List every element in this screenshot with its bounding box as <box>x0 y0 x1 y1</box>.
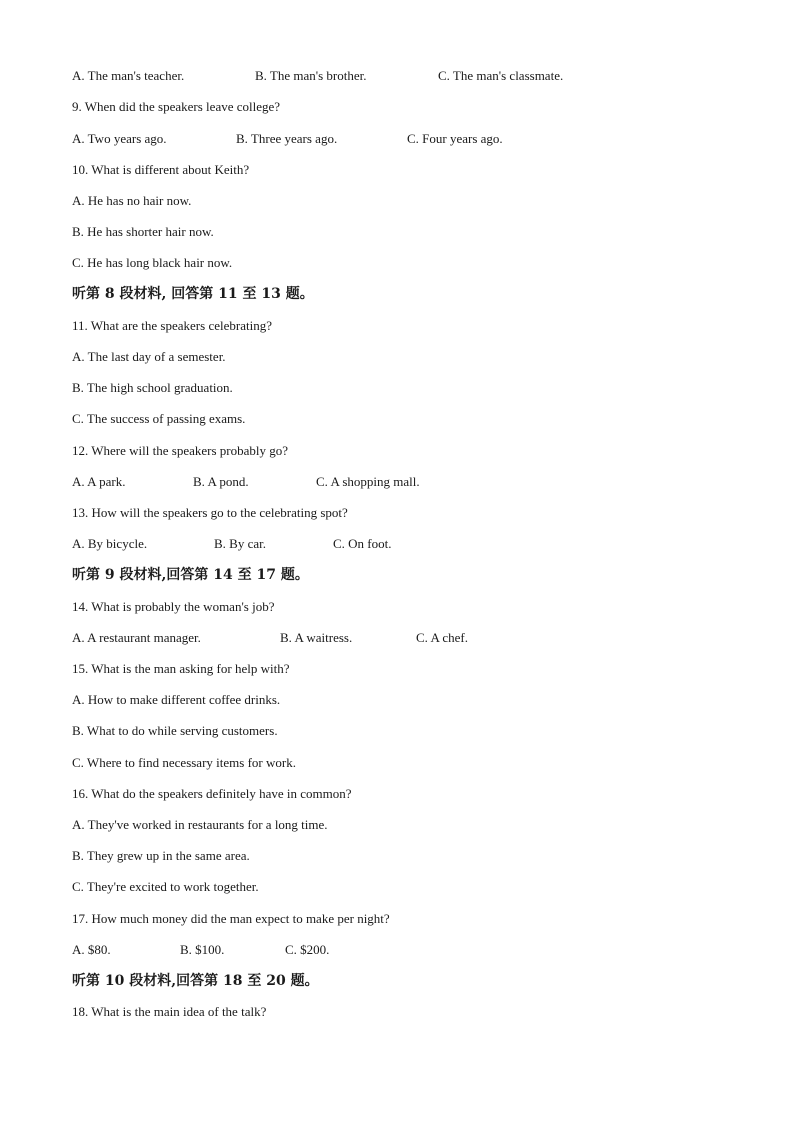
q15-option-c: C. Where to find necessary items for work. <box>72 755 296 770</box>
q13-option-b: B. By car. <box>214 536 266 551</box>
q16-option-a: A. They've worked in restaurants for a long time. <box>72 817 328 832</box>
section-9-heading: 听第 9 段材料,回答第 14 至 17 题。 <box>72 567 309 583</box>
q8-option-b: B. The man's brother. <box>255 68 367 83</box>
q12-option-c: C. A shopping mall. <box>316 474 420 489</box>
q9-option-c: C. Four years ago. <box>407 131 503 146</box>
q11-option-a: A. The last day of a semester. <box>72 349 226 364</box>
q13-option-a: A. By bicycle. <box>72 536 148 551</box>
q12-question: 12. Where will the speakers probably go? <box>72 443 288 458</box>
q11-question: 11. What are the speakers celebrating? <box>72 318 272 333</box>
q11-option-b: B. The high school graduation. <box>72 380 233 395</box>
q12-option-b: B. A pond. <box>193 474 249 489</box>
q16-question: 16. What do the speakers definitely have in common? <box>72 786 352 801</box>
section-10-heading: 听第 10 段材料,回答第 18 至 20 题。 <box>72 973 319 989</box>
q11-option-c: C. The success of passing exams. <box>72 411 246 426</box>
q8-option-a: A. The man's teacher. <box>72 68 185 83</box>
q12-option-a: A. A park. <box>72 474 126 489</box>
q13-option-c: C. On foot. <box>333 536 392 551</box>
q14-question: 14. What is probably the woman's job? <box>72 599 275 614</box>
q10-option-a: A. He has no hair now. <box>72 193 192 208</box>
q9-question: 9. When did the speakers leave college? <box>72 99 281 114</box>
section-8-heading: 听第 8 段材料, 回答第 11 至 13 题。 <box>72 286 314 302</box>
q13-question: 13. How will the speakers go to the celebrating spot? <box>72 505 348 520</box>
q10-question: 10. What is different about Keith? <box>72 162 250 177</box>
q17-option-b: B. $100. <box>180 942 225 957</box>
q17-option-a: A. $80. <box>72 942 111 957</box>
q9-option-b: B. Three years ago. <box>236 131 338 146</box>
q18-question: 18. What is the main idea of the talk? <box>72 1004 267 1019</box>
q8-option-c: C. The man's classmate. <box>438 68 564 83</box>
q15-option-b: B. What to do while serving customers. <box>72 723 278 738</box>
q9-option-a: A. Two years ago. <box>72 131 167 146</box>
q10-option-b: B. He has shorter hair now. <box>72 224 214 239</box>
q14-option-c: C. A chef. <box>416 630 468 645</box>
q16-option-c: C. They're excited to work together. <box>72 879 259 894</box>
q17-option-c: C. $200. <box>285 942 330 957</box>
q10-option-c: C. He has long black hair now. <box>72 255 233 270</box>
q14-option-b: B. A waitress. <box>280 630 353 645</box>
q16-option-b: B. They grew up in the same area. <box>72 848 250 863</box>
q15-question: 15. What is the man asking for help with? <box>72 661 290 676</box>
q15-option-a: A. How to make different coffee drinks. <box>72 692 281 707</box>
q14-option-a: A. A restaurant manager. <box>72 630 201 645</box>
q17-question: 17. How much money did the man expect to make per night? <box>72 911 390 926</box>
